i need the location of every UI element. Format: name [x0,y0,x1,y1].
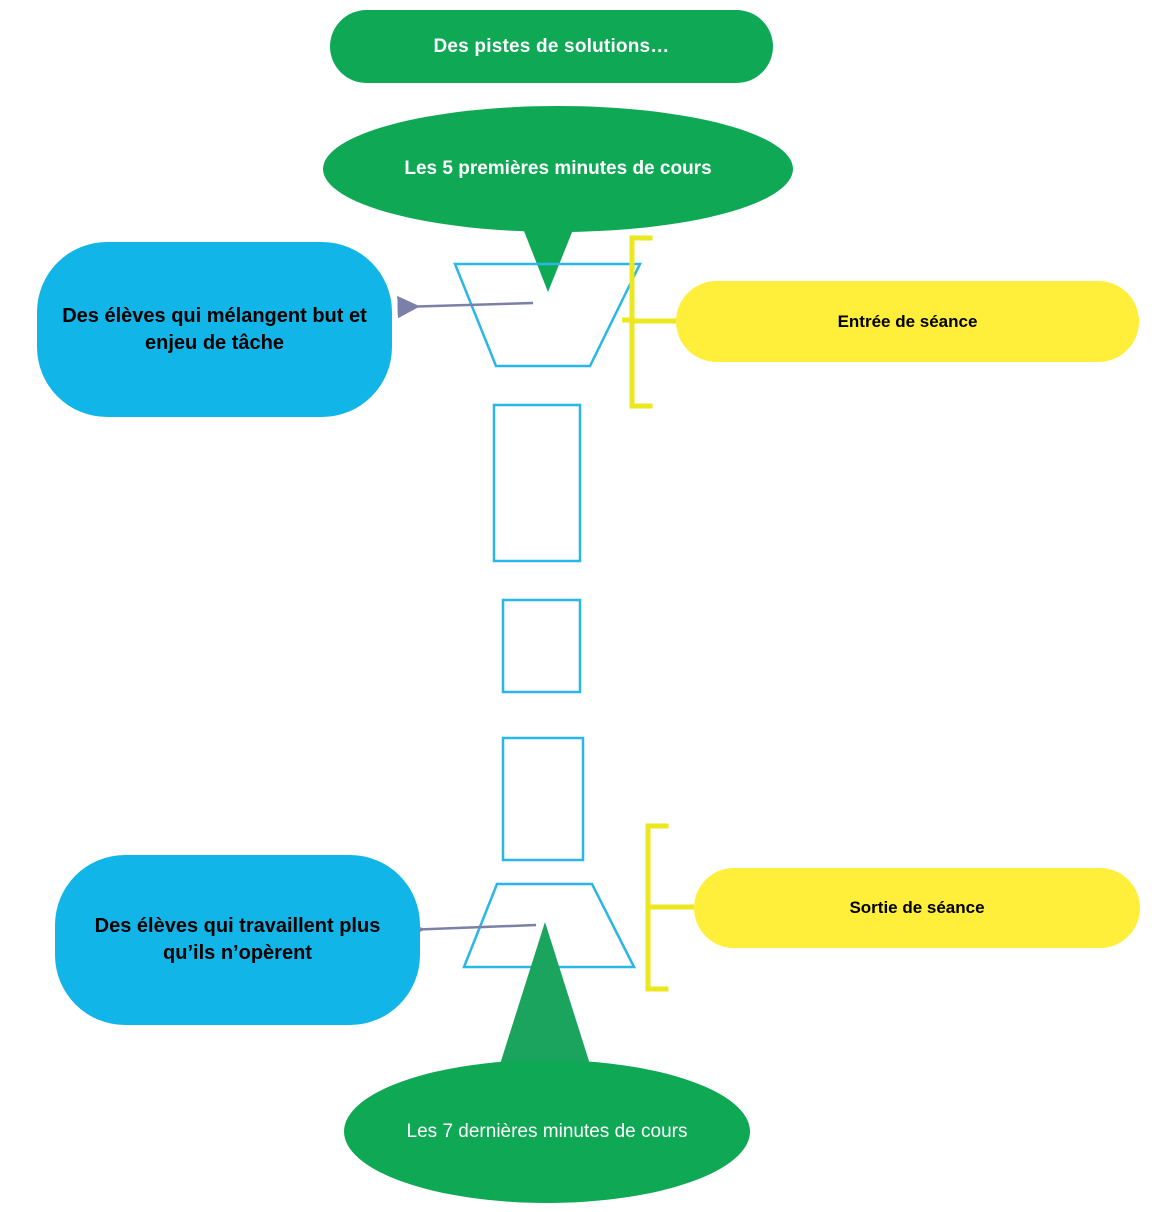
node-top-banner[interactable] [330,10,773,83]
funnel-rect-medium [503,738,583,860]
pill-sortie-label: Sortie de séance [849,898,985,917]
node-bottom-ellipse[interactable] [344,1060,750,1203]
node-top-ellipse-label: Les 5 premières minutes de cours [404,158,712,180]
callout-top-label: Des élèves qui mélangent but et enjeu de tâche [62,304,367,354]
callout-bottom-label: Des élèves qui travaillent plus qu’ils n’opèrent [94,915,381,964]
node-top-banner-label: Des pistes de solutions… [433,35,670,57]
callout-bottom[interactable] [55,855,420,1025]
pill-sortie-de-seance[interactable] [694,868,1140,948]
arrow-to-bottom-callout [405,925,536,930]
arrow-to-top-callout [400,303,533,307]
funnel-rect-large [494,405,580,561]
callout-top[interactable] [37,242,392,417]
bottom-green-arrow-icon [495,922,595,1080]
pill-entree-de-seance[interactable] [676,281,1139,362]
pill-entree-label: Entrée de séance [837,311,978,331]
node-top-ellipse[interactable] [323,106,793,232]
funnel-rect-small [503,600,580,692]
node-bottom-ellipse-label: Les 7 dernières minutes de cours [406,1120,688,1142]
